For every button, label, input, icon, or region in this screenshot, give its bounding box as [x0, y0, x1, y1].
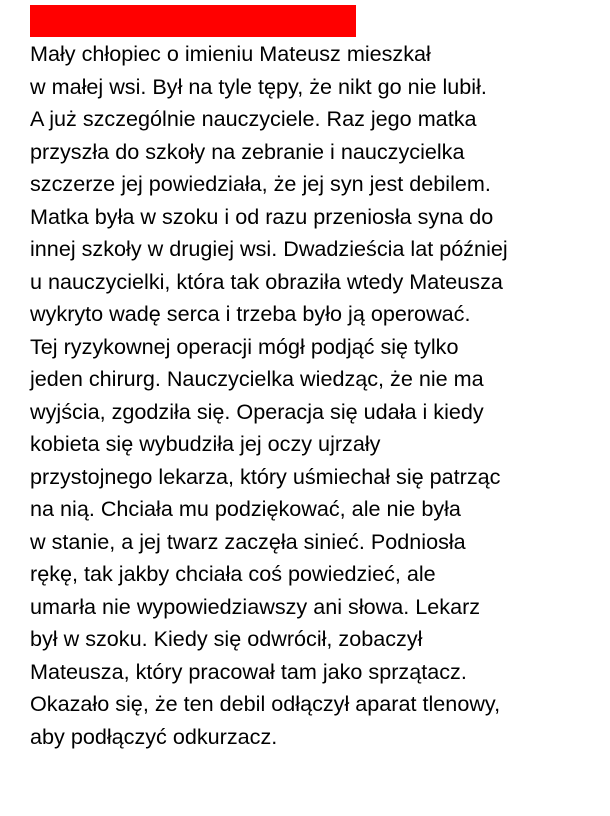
- story-line: Mały chłopiec o imieniu Mateusz mieszkał: [30, 41, 431, 66]
- story-line: jeden chirurg. Nauczycielka wiedząc, że nie ma: [30, 366, 484, 391]
- story-line: wyjścia, zgodziła się. Operacja się udała i kiedy: [30, 398, 484, 424]
- story-line: Matka była w szoku i od razu przeniosła syna do: [30, 203, 494, 229]
- redaction-bar: [30, 5, 356, 37]
- story-line: umarła nie wypowiedziawszy ani słowa. Lekarz: [30, 593, 481, 619]
- story-line: rękę, tak jakby chciała coś powiedzieć, ale: [30, 561, 436, 586]
- story-line: u nauczycielki, która tak obraziła wtedy Mateusza: [30, 268, 503, 294]
- story-line: aby podłączyć odkurzacz.: [30, 723, 278, 749]
- story-line: Mateusza, który pracował tam jako sprzątacz.: [30, 658, 467, 684]
- story-line: Okazało się, że ten debil odłączył aparat tlenowy,: [30, 691, 501, 716]
- story-line: innej szkoły w drugiej wsi. Dwadzieścia lat później: [30, 236, 508, 261]
- story-text: [30, 38, 602, 753]
- story-line: był w szoku. Kiedy się odwrócił, zobaczył: [30, 626, 423, 651]
- story-line: wykryto wadę serca i trzeba było ją operować.: [30, 301, 471, 326]
- story-line: kobieta się wybudziła jej oczy ujrzały: [30, 431, 381, 456]
- story-line: na nią. Chciała mu podziękować, ale nie była: [30, 496, 461, 521]
- story-line: przyszła do szkoły na zebranie i nauczycielka: [30, 138, 465, 164]
- story-line: A już szczególnie nauczyciele. Raz jego matka: [30, 106, 477, 131]
- story-line: w stanie, a jej twarz zaczęła sinieć. Podniosła: [30, 528, 466, 554]
- story-line: Tej ryzykownej operacji mógł podjąć się tylko: [30, 333, 459, 359]
- story-line: przystojnego lekarza, który uśmiechał się patrząc: [30, 463, 501, 489]
- story-line: szczerze jej powiedziała, że jej syn jest debilem.: [30, 171, 491, 196]
- story-line: w małej wsi. Był na tyle tępy, że nikt go nie lubił.: [30, 73, 487, 99]
